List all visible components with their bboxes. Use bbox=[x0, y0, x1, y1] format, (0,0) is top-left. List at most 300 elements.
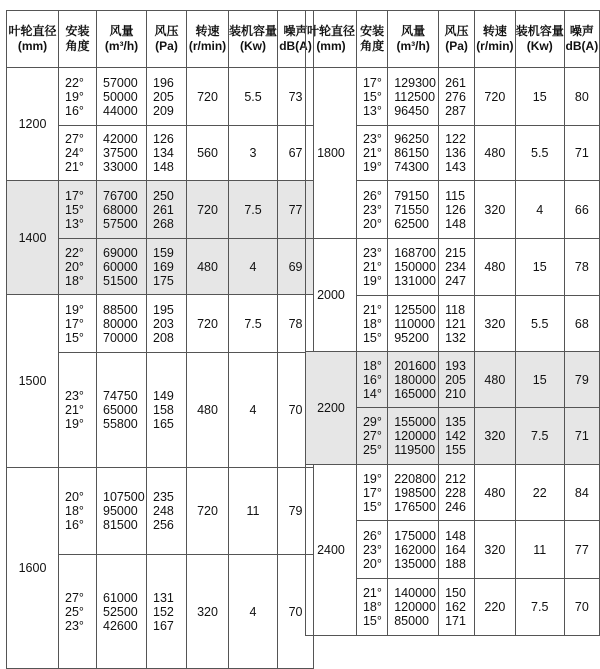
angle-value: 27° bbox=[65, 590, 84, 605]
angle-value: 22° bbox=[65, 75, 84, 90]
pressure-value: 115 bbox=[445, 188, 466, 203]
airflow-cell bbox=[97, 126, 147, 181]
pressure-value: 193 bbox=[445, 358, 466, 373]
pressure-value: 126 bbox=[153, 132, 174, 146]
airflow-value: 37500 bbox=[103, 146, 138, 160]
speed-cell: 480 bbox=[474, 239, 515, 296]
airflow-value: 112500 bbox=[394, 89, 436, 104]
impeller-diameter-cell: 1800 bbox=[306, 68, 357, 239]
pressure-value: 164 bbox=[445, 542, 466, 557]
header-label: 噪声 bbox=[569, 24, 594, 38]
airflow-value: 110000 bbox=[394, 316, 436, 331]
airflow-value: 180000 bbox=[394, 372, 436, 387]
airflow-value: 120000 bbox=[394, 600, 436, 614]
pressure-value: 212 bbox=[445, 471, 466, 486]
spec-row bbox=[306, 352, 600, 408]
airflow-value: 79150 bbox=[394, 188, 429, 203]
header-label: (Pa) bbox=[445, 39, 468, 53]
impeller-diameter-cell: 2400 bbox=[306, 465, 357, 636]
install-angle-cell bbox=[356, 296, 387, 352]
pressure-value: 235 bbox=[153, 490, 174, 504]
angle-value: 17° bbox=[65, 316, 84, 331]
angle-header bbox=[59, 11, 97, 68]
impeller-diameter-cell: 2000 bbox=[306, 239, 357, 352]
header-label: 噪声 bbox=[283, 24, 308, 38]
speed-cell: 320 bbox=[474, 181, 515, 239]
header-label: (Kw) bbox=[526, 39, 553, 53]
angle-value: 21° bbox=[362, 146, 382, 160]
pressure-value: 167 bbox=[153, 618, 174, 633]
angle-value: 15° bbox=[362, 614, 382, 628]
airflow-value: 129300 bbox=[394, 75, 436, 90]
angle-value: 15° bbox=[362, 330, 382, 345]
airflow-value: 176500 bbox=[394, 499, 436, 514]
angle-value: 19° bbox=[65, 302, 84, 317]
header-label: 转速 bbox=[482, 24, 507, 38]
pressure-cell bbox=[439, 521, 475, 579]
install-angle-cell bbox=[356, 579, 387, 636]
noise-cell: 70 bbox=[278, 353, 314, 468]
pressure-cell bbox=[439, 68, 475, 126]
airflow-value: 57500 bbox=[103, 216, 138, 231]
impeller-diameter-cell: 2200 bbox=[306, 352, 357, 465]
power-header bbox=[515, 11, 564, 68]
pressure-cell bbox=[439, 126, 475, 181]
airflow-cell bbox=[388, 352, 439, 408]
pressure-value: 121 bbox=[445, 316, 466, 331]
header-label: 转速 bbox=[195, 24, 220, 38]
pressure-value: 118 bbox=[445, 302, 466, 317]
airflow-cell bbox=[97, 68, 147, 126]
header-label: 角度 bbox=[65, 39, 90, 53]
angle-value: 22° bbox=[65, 245, 84, 260]
airflow-value: 155000 bbox=[394, 415, 436, 429]
angle-value: 15° bbox=[65, 330, 84, 345]
pressure-value: 122 bbox=[445, 132, 466, 146]
pressure-value: 135 bbox=[445, 415, 466, 429]
power-cell: 5.5 bbox=[515, 296, 564, 352]
install-angle-cell bbox=[59, 353, 97, 468]
power-cell: 4 bbox=[229, 555, 278, 669]
power-cell: 15 bbox=[515, 239, 564, 296]
pressure-value: 210 bbox=[445, 386, 466, 401]
pressure-cell bbox=[147, 181, 187, 239]
spec-row bbox=[306, 239, 600, 296]
airflow-value: 86150 bbox=[394, 146, 429, 160]
diameter-header bbox=[306, 11, 357, 68]
pressure-value: 162 bbox=[445, 600, 466, 614]
impeller-diameter-cell: 1400 bbox=[7, 181, 59, 295]
noise-cell: 71 bbox=[564, 126, 599, 181]
airflow-value: 81500 bbox=[103, 518, 138, 532]
airflow-cell bbox=[388, 126, 439, 181]
speed-cell: 560 bbox=[187, 126, 229, 181]
pressure-value: 196 bbox=[153, 75, 174, 90]
pressure-value: 195 bbox=[153, 302, 174, 317]
pressure-value: 276 bbox=[445, 89, 466, 104]
pressure-value: 256 bbox=[153, 518, 174, 532]
airflow-value: 107500 bbox=[103, 490, 145, 504]
airflow-cell bbox=[97, 239, 147, 295]
pressure-value: 136 bbox=[445, 146, 466, 160]
angle-value: 23° bbox=[362, 542, 382, 557]
noise-cell: 69 bbox=[278, 239, 314, 295]
pressure-value: 165 bbox=[153, 417, 174, 431]
airflow-cell bbox=[388, 579, 439, 636]
pressure-value: 126 bbox=[445, 202, 466, 217]
speed-header bbox=[187, 11, 229, 68]
angle-value: 20° bbox=[65, 259, 84, 274]
spec-table-left bbox=[6, 10, 314, 669]
install-angle-cell bbox=[356, 408, 387, 465]
airflow-cell bbox=[388, 296, 439, 352]
angle-value: 27° bbox=[362, 429, 382, 443]
pressure-cell bbox=[439, 408, 475, 465]
airflow-value: 162000 bbox=[394, 542, 436, 557]
noise-cell: 66 bbox=[564, 181, 599, 239]
pressure-cell bbox=[147, 468, 187, 555]
angle-value: 23° bbox=[362, 132, 382, 146]
pressure-value: 169 bbox=[153, 259, 174, 274]
airflow-value: 76700 bbox=[103, 188, 138, 203]
airflow-value: 95000 bbox=[103, 504, 138, 518]
pressure-cell bbox=[439, 352, 475, 408]
airflow-cell bbox=[97, 295, 147, 353]
diameter-header bbox=[7, 11, 59, 68]
install-angle-cell bbox=[356, 126, 387, 181]
airflow-value: 65000 bbox=[103, 403, 138, 417]
angle-value: 18° bbox=[65, 273, 84, 288]
header-label: 风量 bbox=[401, 24, 426, 38]
spec-row bbox=[7, 295, 314, 353]
pressure-value: 261 bbox=[153, 202, 174, 217]
pressure-value: 175 bbox=[153, 273, 174, 288]
pressure-value: 215 bbox=[445, 246, 466, 260]
noise-header bbox=[564, 11, 599, 68]
angle-value: 15° bbox=[362, 499, 382, 514]
pressure-value: 228 bbox=[445, 485, 466, 500]
angle-value: 18° bbox=[362, 316, 382, 331]
power-cell: 7.5 bbox=[515, 579, 564, 636]
header-label: 风压 bbox=[444, 24, 469, 38]
speed-cell: 220 bbox=[474, 579, 515, 636]
power-header bbox=[229, 11, 278, 68]
angle-value: 20° bbox=[362, 216, 382, 231]
install-angle-cell bbox=[356, 465, 387, 521]
noise-cell: 77 bbox=[564, 521, 599, 579]
airflow-value: 201600 bbox=[394, 358, 436, 373]
airflow-cell bbox=[388, 181, 439, 239]
pressure-header bbox=[147, 11, 187, 68]
airflow-value: 42000 bbox=[103, 132, 138, 146]
header-label: 安装 bbox=[65, 24, 90, 38]
pressure-value: 287 bbox=[445, 103, 466, 118]
angle-value: 18° bbox=[65, 504, 84, 518]
pressure-cell bbox=[147, 353, 187, 468]
angle-value: 16° bbox=[65, 518, 84, 532]
airflow-value: 51500 bbox=[103, 273, 138, 288]
angle-value: 29° bbox=[362, 415, 382, 429]
airflow-cell bbox=[97, 353, 147, 468]
pressure-value: 208 bbox=[153, 330, 174, 345]
noise-cell: 77 bbox=[278, 181, 314, 239]
install-angle-cell bbox=[59, 181, 97, 239]
speed-cell: 480 bbox=[187, 353, 229, 468]
pressure-value: 155 bbox=[445, 443, 466, 457]
power-cell: 11 bbox=[515, 521, 564, 579]
airflow-value: 42600 bbox=[103, 618, 138, 633]
header-label: 风量 bbox=[109, 24, 134, 38]
header-label: 风压 bbox=[154, 24, 179, 38]
angle-value: 27° bbox=[65, 132, 84, 146]
speed-cell: 320 bbox=[474, 408, 515, 465]
speed-cell: 720 bbox=[187, 468, 229, 555]
power-cell: 3 bbox=[229, 126, 278, 181]
pressure-value: 159 bbox=[153, 245, 174, 260]
noise-cell: 84 bbox=[564, 465, 599, 521]
pressure-value: 142 bbox=[445, 429, 466, 443]
angle-value: 20° bbox=[65, 490, 84, 504]
angle-value: 23° bbox=[65, 618, 84, 633]
pressure-value: 205 bbox=[445, 372, 466, 387]
pressure-value: 234 bbox=[445, 260, 466, 274]
pressure-value: 203 bbox=[153, 316, 174, 331]
airflow-value: 119500 bbox=[394, 443, 436, 457]
angle-value: 21° bbox=[65, 403, 84, 417]
spec-table-right bbox=[305, 10, 600, 636]
pressure-header bbox=[439, 11, 475, 68]
airflow-value: 150000 bbox=[394, 260, 436, 274]
angle-value: 21° bbox=[362, 586, 382, 600]
speed-cell: 320 bbox=[474, 521, 515, 579]
spec-row bbox=[306, 68, 600, 126]
header-label: 安装 bbox=[360, 24, 385, 38]
pressure-value: 149 bbox=[153, 389, 174, 403]
angle-value: 25° bbox=[362, 443, 382, 457]
pressure-value: 261 bbox=[445, 75, 466, 90]
pressure-value: 205 bbox=[153, 89, 174, 104]
noise-cell: 80 bbox=[564, 68, 599, 126]
airflow-value: 69000 bbox=[103, 245, 138, 260]
angle-value: 19° bbox=[362, 274, 382, 288]
header-row bbox=[7, 11, 314, 68]
header-label: (m³/h) bbox=[104, 39, 139, 53]
airflow-value: 135000 bbox=[394, 556, 436, 571]
install-angle-cell bbox=[356, 239, 387, 296]
angle-value: 17° bbox=[362, 485, 382, 500]
angle-value: 14° bbox=[362, 386, 382, 401]
spec-row bbox=[7, 181, 314, 239]
pressure-value: 171 bbox=[445, 614, 466, 628]
angle-value: 13° bbox=[65, 216, 84, 231]
noise-cell: 70 bbox=[564, 579, 599, 636]
header-label: (r/min) bbox=[476, 39, 514, 53]
airflow-value: 96450 bbox=[394, 103, 429, 118]
airflow-value: 96250 bbox=[394, 132, 429, 146]
header-label: 装机容量 bbox=[515, 24, 564, 38]
airflow-header bbox=[97, 11, 147, 68]
install-angle-cell bbox=[59, 126, 97, 181]
speed-cell: 720 bbox=[474, 68, 515, 126]
airflow-value: 120000 bbox=[394, 429, 436, 443]
pressure-value: 250 bbox=[153, 188, 174, 203]
pressure-value: 158 bbox=[153, 403, 174, 417]
angle-value: 13° bbox=[362, 103, 382, 118]
header-label: (m³/h) bbox=[396, 39, 430, 53]
airflow-value: 198500 bbox=[394, 485, 436, 500]
angle-value: 19° bbox=[362, 160, 382, 174]
airflow-value: 74300 bbox=[394, 160, 429, 174]
header-label: (mm) bbox=[316, 39, 346, 53]
power-cell: 22 bbox=[515, 465, 564, 521]
airflow-cell bbox=[388, 521, 439, 579]
power-cell: 4 bbox=[515, 181, 564, 239]
pressure-value: 148 bbox=[153, 160, 174, 174]
power-cell: 7.5 bbox=[229, 181, 278, 239]
install-angle-cell bbox=[59, 239, 97, 295]
angle-value: 19° bbox=[362, 471, 382, 486]
airflow-value: 57000 bbox=[103, 75, 138, 90]
airflow-cell bbox=[97, 555, 147, 669]
airflow-value: 52500 bbox=[103, 604, 138, 619]
impeller-diameter-cell: 1500 bbox=[7, 295, 59, 468]
power-cell: 7.5 bbox=[229, 295, 278, 353]
pressure-cell bbox=[439, 296, 475, 352]
power-cell: 15 bbox=[515, 68, 564, 126]
airflow-value: 95200 bbox=[394, 330, 429, 345]
pressure-value: 152 bbox=[153, 604, 174, 619]
airflow-value: 61000 bbox=[103, 590, 138, 605]
airflow-value: 220800 bbox=[394, 471, 436, 486]
install-angle-cell bbox=[59, 468, 97, 555]
speed-cell: 720 bbox=[187, 181, 229, 239]
power-cell: 5.5 bbox=[229, 68, 278, 126]
header-label: dB(A) bbox=[565, 39, 599, 53]
angle-value: 15° bbox=[65, 202, 84, 217]
airflow-cell bbox=[388, 408, 439, 465]
airflow-cell bbox=[97, 181, 147, 239]
pressure-cell bbox=[147, 68, 187, 126]
header-label: dB(A) bbox=[279, 39, 312, 53]
airflow-value: 165000 bbox=[394, 386, 436, 401]
airflow-value: 50000 bbox=[103, 89, 138, 104]
angle-value: 25° bbox=[65, 604, 84, 619]
pressure-cell bbox=[439, 239, 475, 296]
angle-value: 15° bbox=[362, 89, 382, 104]
airflow-value: 68000 bbox=[103, 202, 138, 217]
power-cell: 7.5 bbox=[515, 408, 564, 465]
airflow-value: 88500 bbox=[103, 302, 138, 317]
header-label: (Pa) bbox=[155, 39, 178, 53]
noise-cell: 67 bbox=[278, 126, 314, 181]
pressure-value: 209 bbox=[153, 103, 174, 118]
header-label: 叶轮直径 bbox=[306, 24, 355, 38]
noise-cell: 70 bbox=[278, 555, 314, 669]
header-label: (Kw) bbox=[240, 39, 266, 53]
noise-cell: 78 bbox=[278, 295, 314, 353]
pressure-cell bbox=[147, 239, 187, 295]
install-angle-cell bbox=[59, 295, 97, 353]
speed-cell: 320 bbox=[474, 296, 515, 352]
install-angle-cell bbox=[356, 181, 387, 239]
airflow-value: 55800 bbox=[103, 417, 138, 431]
install-angle-cell bbox=[59, 68, 97, 126]
noise-cell: 73 bbox=[278, 68, 314, 126]
airflow-cell bbox=[388, 68, 439, 126]
angle-header bbox=[356, 11, 387, 68]
airflow-value: 62500 bbox=[394, 216, 429, 231]
airflow-value: 125500 bbox=[394, 302, 436, 317]
noise-cell: 68 bbox=[564, 296, 599, 352]
impeller-diameter-cell: 1200 bbox=[7, 68, 59, 181]
pressure-value: 247 bbox=[445, 274, 466, 288]
airflow-value: 70000 bbox=[103, 330, 138, 345]
pressure-cell bbox=[439, 465, 475, 521]
angle-value: 23° bbox=[362, 202, 382, 217]
airflow-value: 168700 bbox=[394, 246, 436, 260]
angle-value: 17° bbox=[65, 188, 84, 203]
power-cell: 4 bbox=[229, 353, 278, 468]
header-label: 叶轮直径 bbox=[8, 24, 57, 38]
pressure-value: 268 bbox=[153, 216, 174, 231]
install-angle-cell bbox=[59, 555, 97, 669]
spec-row bbox=[7, 68, 314, 126]
angle-value: 21° bbox=[65, 160, 84, 174]
angle-value: 18° bbox=[362, 358, 382, 373]
airflow-value: 74750 bbox=[103, 389, 138, 403]
angle-value: 16° bbox=[362, 372, 382, 387]
airflow-value: 85000 bbox=[394, 614, 429, 628]
power-cell: 11 bbox=[229, 468, 278, 555]
angle-value: 26° bbox=[362, 188, 382, 203]
header-row bbox=[306, 11, 600, 68]
noise-cell: 71 bbox=[564, 408, 599, 465]
pressure-value: 148 bbox=[445, 528, 466, 543]
pressure-cell bbox=[147, 295, 187, 353]
spec-row bbox=[7, 468, 314, 555]
angle-value: 26° bbox=[362, 528, 382, 543]
speed-cell: 320 bbox=[187, 555, 229, 669]
speed-cell: 720 bbox=[187, 68, 229, 126]
airflow-value: 80000 bbox=[103, 316, 138, 331]
airflow-value: 33000 bbox=[103, 160, 138, 174]
pressure-cell bbox=[439, 181, 475, 239]
spec-row bbox=[306, 465, 600, 521]
angle-value: 19° bbox=[65, 89, 84, 104]
airflow-value: 60000 bbox=[103, 259, 138, 274]
pressure-cell bbox=[147, 555, 187, 669]
pressure-value: 150 bbox=[445, 586, 466, 600]
airflow-value: 140000 bbox=[394, 586, 436, 600]
power-cell: 15 bbox=[515, 352, 564, 408]
pressure-value: 248 bbox=[153, 504, 174, 518]
header-label: (r/min) bbox=[188, 39, 227, 53]
noise-cell: 79 bbox=[278, 468, 314, 555]
pressure-value: 246 bbox=[445, 499, 466, 514]
angle-value: 17° bbox=[362, 75, 382, 90]
angle-value: 23° bbox=[65, 389, 84, 403]
speed-cell: 720 bbox=[187, 295, 229, 353]
airflow-header bbox=[388, 11, 439, 68]
angle-value: 16° bbox=[65, 103, 84, 118]
speed-cell: 480 bbox=[474, 126, 515, 181]
angle-value: 18° bbox=[362, 600, 382, 614]
install-angle-cell bbox=[356, 521, 387, 579]
header-label: (mm) bbox=[17, 39, 48, 53]
airflow-cell bbox=[388, 465, 439, 521]
impeller-diameter-cell: 1600 bbox=[7, 468, 59, 669]
speed-cell: 480 bbox=[187, 239, 229, 295]
